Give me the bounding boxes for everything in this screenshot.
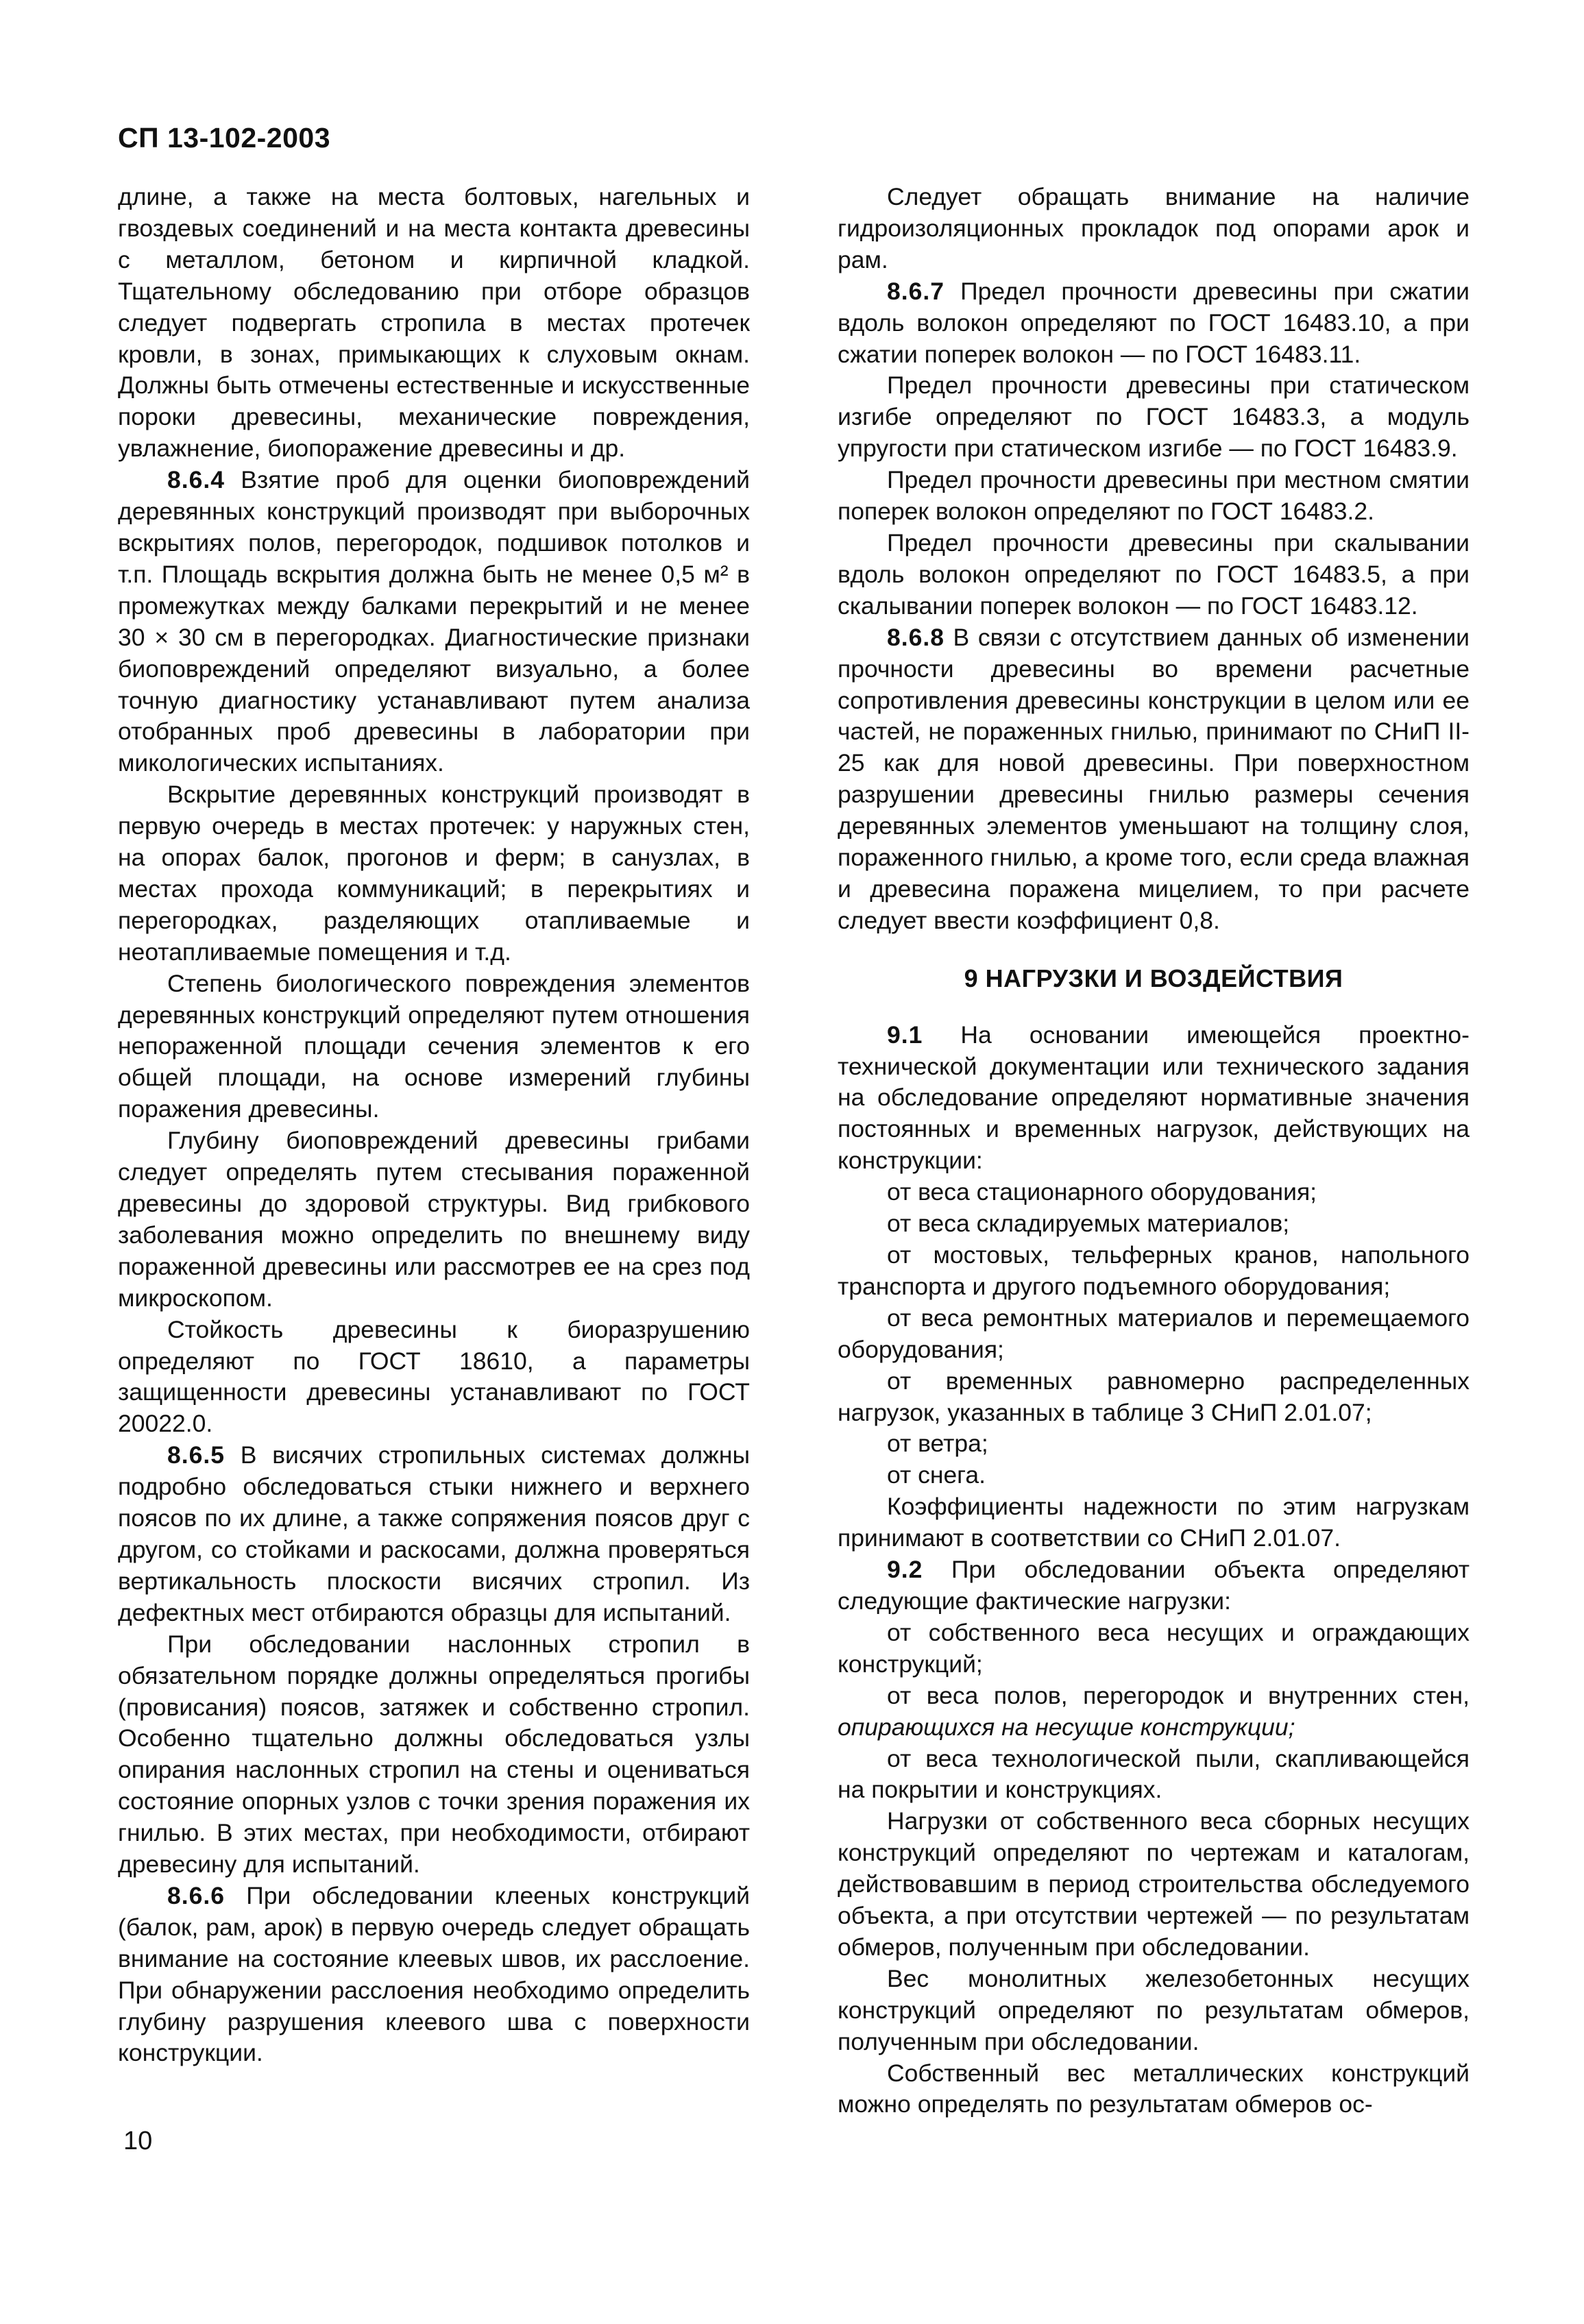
clause-number: 8.6.6 [167,1881,225,1909]
paragraph [838,1554,1470,1617]
paragraph [118,1629,750,1881]
paragraph [118,779,750,968]
paragraph-text: от ветра; [887,1430,988,1458]
right-column-bottom [838,1020,1470,2121]
paragraph-text: Взятие проб для оценки биоповреждений деревянных конструкций производят при выборочных вскрытиях полов, перегородок, подшивок потолков и т.п. Площадь вскрытия должна быть не менее 0,5 м² в промежутках между балками перекрытий и не менее 30 × 30 см в перегородках. Диагностические признаки биоповреждений определяют визуально, а более точную диагностику устанавливают путем анализа отобранных проб древесины в лаборатории при микологических испытаниях. [118,466,750,777]
paragraph-text: от временных равномерно распределенных нагрузок, указанных в таблице 3 СНиП 2.01.07; [838,1367,1470,1426]
paragraph-text: Предел прочности древесины при местном смятии поперек волокон определяют по ГОСТ 16483.2. [838,466,1470,526]
paragraph-text: от собственного веса несущих и ограждающих конструкций; [838,1618,1470,1678]
paragraph-text: Стойкость древесины к биоразрушению определяют по ГОСТ 18610, а параметры защищенности древесины устанавливают по ГОСТ 20022.0. [118,1315,750,1438]
paragraph-text: При обследовании наслонных стропил в обязательном порядке должны определяться прогибы (провисания) поясов, затяжек и собственно стропил. Особенно тщательно должны обследоваться узлы опирания наслонных стропил на стены и оцениваться состояние опорных узлов с точки зрения поражения их гнилью. В этих местах, при необходимости, отбирают древесину для испытаний. [118,1630,750,1879]
paragraph [838,1964,1470,2058]
paragraph-text: В связи с отсутствием данных об изменении прочности древесины во времени расчетные сопротивления древесины конструкции в целом или ее частей, не пораженных гнилью, принимают по СНиП II-25 как для новой древесины. При поверхностном разрушении древесины гнилью размеры сечения деревянных элементов уменьшают на толщину слоя, пораженного гнилью, а кроме того, если среда влажная и древесина поражена мицелием, то при расчете следует ввести коэффициент 0,8. [838,623,1470,934]
clause-number: 8.6.5 [167,1441,225,1469]
paragraph [838,1460,1470,1491]
paragraph-text: Степень биологического повреждения элементов деревянных конструкций определяют путем отношения непораженной площади сечения элементов к его общей площади, на основе измерений глубины поражения древесины. [118,969,750,1123]
paragraph-text: от веса стационарного оборудования; [887,1178,1317,1206]
document-code: СП 13-102-2003 [118,122,330,154]
paragraph-text: от веса полов, перегородок и внутренних стен, [887,1681,1470,1709]
paragraph-text: Глубину биоповреждений древесины грибами следует определять путем стесывания пораженной древесины до здоровой структуры. Вид грибкового заболевания можно определить по внешнему виду пораженной древесины или рассмотрев ее на срез под микроскопом. [118,1127,750,1312]
paragraph-text: На основании имеющейся проектно-технической документации или технического задания на обследование определяют нормативные значения постоянных и временных нагрузок, действующих на конструкции: [838,1020,1470,1175]
paragraph [118,1125,750,1314]
paragraph [838,1240,1470,1303]
page-number: 10 [123,2127,153,2155]
paragraph [118,1440,750,1628]
italic-text: опирающихся на несущие конструкции; [838,1713,1295,1741]
paragraph [838,1617,1470,1680]
paragraph [118,182,750,465]
paragraph [838,528,1470,622]
paragraph [838,1177,1470,1208]
paragraph [118,1314,750,1441]
paragraph-text: от веса складируемых материалов; [887,1210,1290,1238]
paragraph-text: от снега. [887,1461,986,1489]
paragraph-text: Предел прочности древесины при скалывании вдоль волокон определяют по ГОСТ 16483.5, а при скалывании поперек волокон — по ГОСТ 16483.12. [838,528,1470,620]
paragraph-text: При обследовании объекта определяют следующие фактические нагрузки: [838,1556,1470,1615]
clause-number: 8.6.4 [167,466,225,494]
clause-number: 9.2 [887,1556,923,1584]
paragraph [118,465,750,779]
paragraph [838,1208,1470,1240]
right-column-top [838,182,1470,937]
paragraph-text: Предел прочности древесины при статическом изгибе определяют по ГОСТ 16483.3, а модуль упругости при статическом изгибе — по ГОСТ 16483.9. [838,371,1470,463]
paragraph-text: длине, а также на места болтовых, нагельных и гвоздевых соединений и на места контакта древесины с металлом, бетоном и кирпичной кладкой. Тщательному обследованию при отборе образцов следует подвергать стропила в местах протечек кровли, в зонах, примыкающих к слуховым окнам. Должны быть отмечены естественные и искусственные пороки древесины, механические повреждения, увлажнение, биопоражение древесины и др. [118,183,750,463]
paragraph-text: от веса технологической пыли, скапливающейся на покрытии и конструкциях. [838,1744,1470,1804]
clause-number: 8.6.7 [887,277,945,305]
paragraph [838,1366,1470,1429]
paragraph [118,1881,750,2069]
section-title: 9 НАГРУЗКИ И ВОЗДЕЙСТВИЯ [964,964,1343,992]
paragraph-text: Следует обращать внимание на наличие гидроизоляционных прокладок под опорами арок и рам. [838,183,1470,273]
paragraph [838,465,1470,528]
paragraph [838,2058,1470,2121]
paragraph-text: Предел прочности древесины при сжатии вдоль волокон определяют по ГОСТ 16483.10, а при сжатии поперек волокон — по ГОСТ 16483.11. [838,277,1470,368]
paragraph-text: Нагрузки от собственного веса сборных несущих конструкций определяют по чертежам и каталогам, действовавшим в период строительства обследуемого объекта, а при отсутствии чертежей — по результатам обмеров, полученным при обследовании. [838,1807,1470,1961]
paragraph-text: В висячих стропильных системах должны подробно обследоваться стыки нижнего и верхнего поясов по их длине, а также сопряжения поясов друг с другом, со стойками и раскосами, должна проверяться вертикальность плоскости висячих стропил. Из дефектных мест отбираются образцы для испытаний. [118,1441,750,1626]
paragraph-text: Вес монолитных железобетонных несущих конструкций определяют по результатам обмеров, полученным при обследовании. [838,1964,1470,2055]
paragraph [838,370,1470,465]
paragraph [838,1428,1470,1460]
paragraph [838,182,1470,276]
paragraph [118,968,750,1126]
paragraph [838,622,1470,937]
paragraph [838,276,1470,371]
paragraph-text: от веса ремонтных материалов и перемещаемого оборудования; [838,1304,1470,1363]
right-column [838,182,1470,2120]
clause-number: 8.6.8 [887,623,945,651]
left-column [118,182,750,2069]
paragraph [838,1491,1470,1554]
paragraph [838,1680,1470,1744]
paragraph [838,1744,1470,1807]
paragraph [838,1303,1470,1366]
clause-number: 9.1 [887,1020,923,1049]
paragraph-text: Собственный вес металлических конструкций можно определять по результатам обмеров ос- [838,2059,1470,2118]
paragraph-text: Коэффициенты надежности по этим нагрузкам принимают в соответствии со СНиП 2.01.07. [838,1493,1470,1552]
paragraph [838,1806,1470,1964]
paragraph [838,1020,1470,1177]
paragraph-text: от мостовых, тельферных кранов, напольного транспорта и другого подъемного оборудования; [838,1241,1470,1300]
paragraph-text: При обследовании клееных конструкций (балок, рам, арок) в первую очередь следует обращать внимание на состояние клеевых швов, их расслоение. При обнаружении расслоения необходимо определить глубину разрушения клеевого шва с поверхности конструкции. [118,1881,750,2067]
paragraph-text: Вскрытие деревянных конструкций производят в первую очередь в местах протечек: у наружных стен, на опорах балок, прогонов и ферм; в санузлах, в местах прохода коммуникаций; в перекрытиях и перегородках, разделяющих отапливаемые и неотапливаемые помещения и т.д. [118,781,750,966]
